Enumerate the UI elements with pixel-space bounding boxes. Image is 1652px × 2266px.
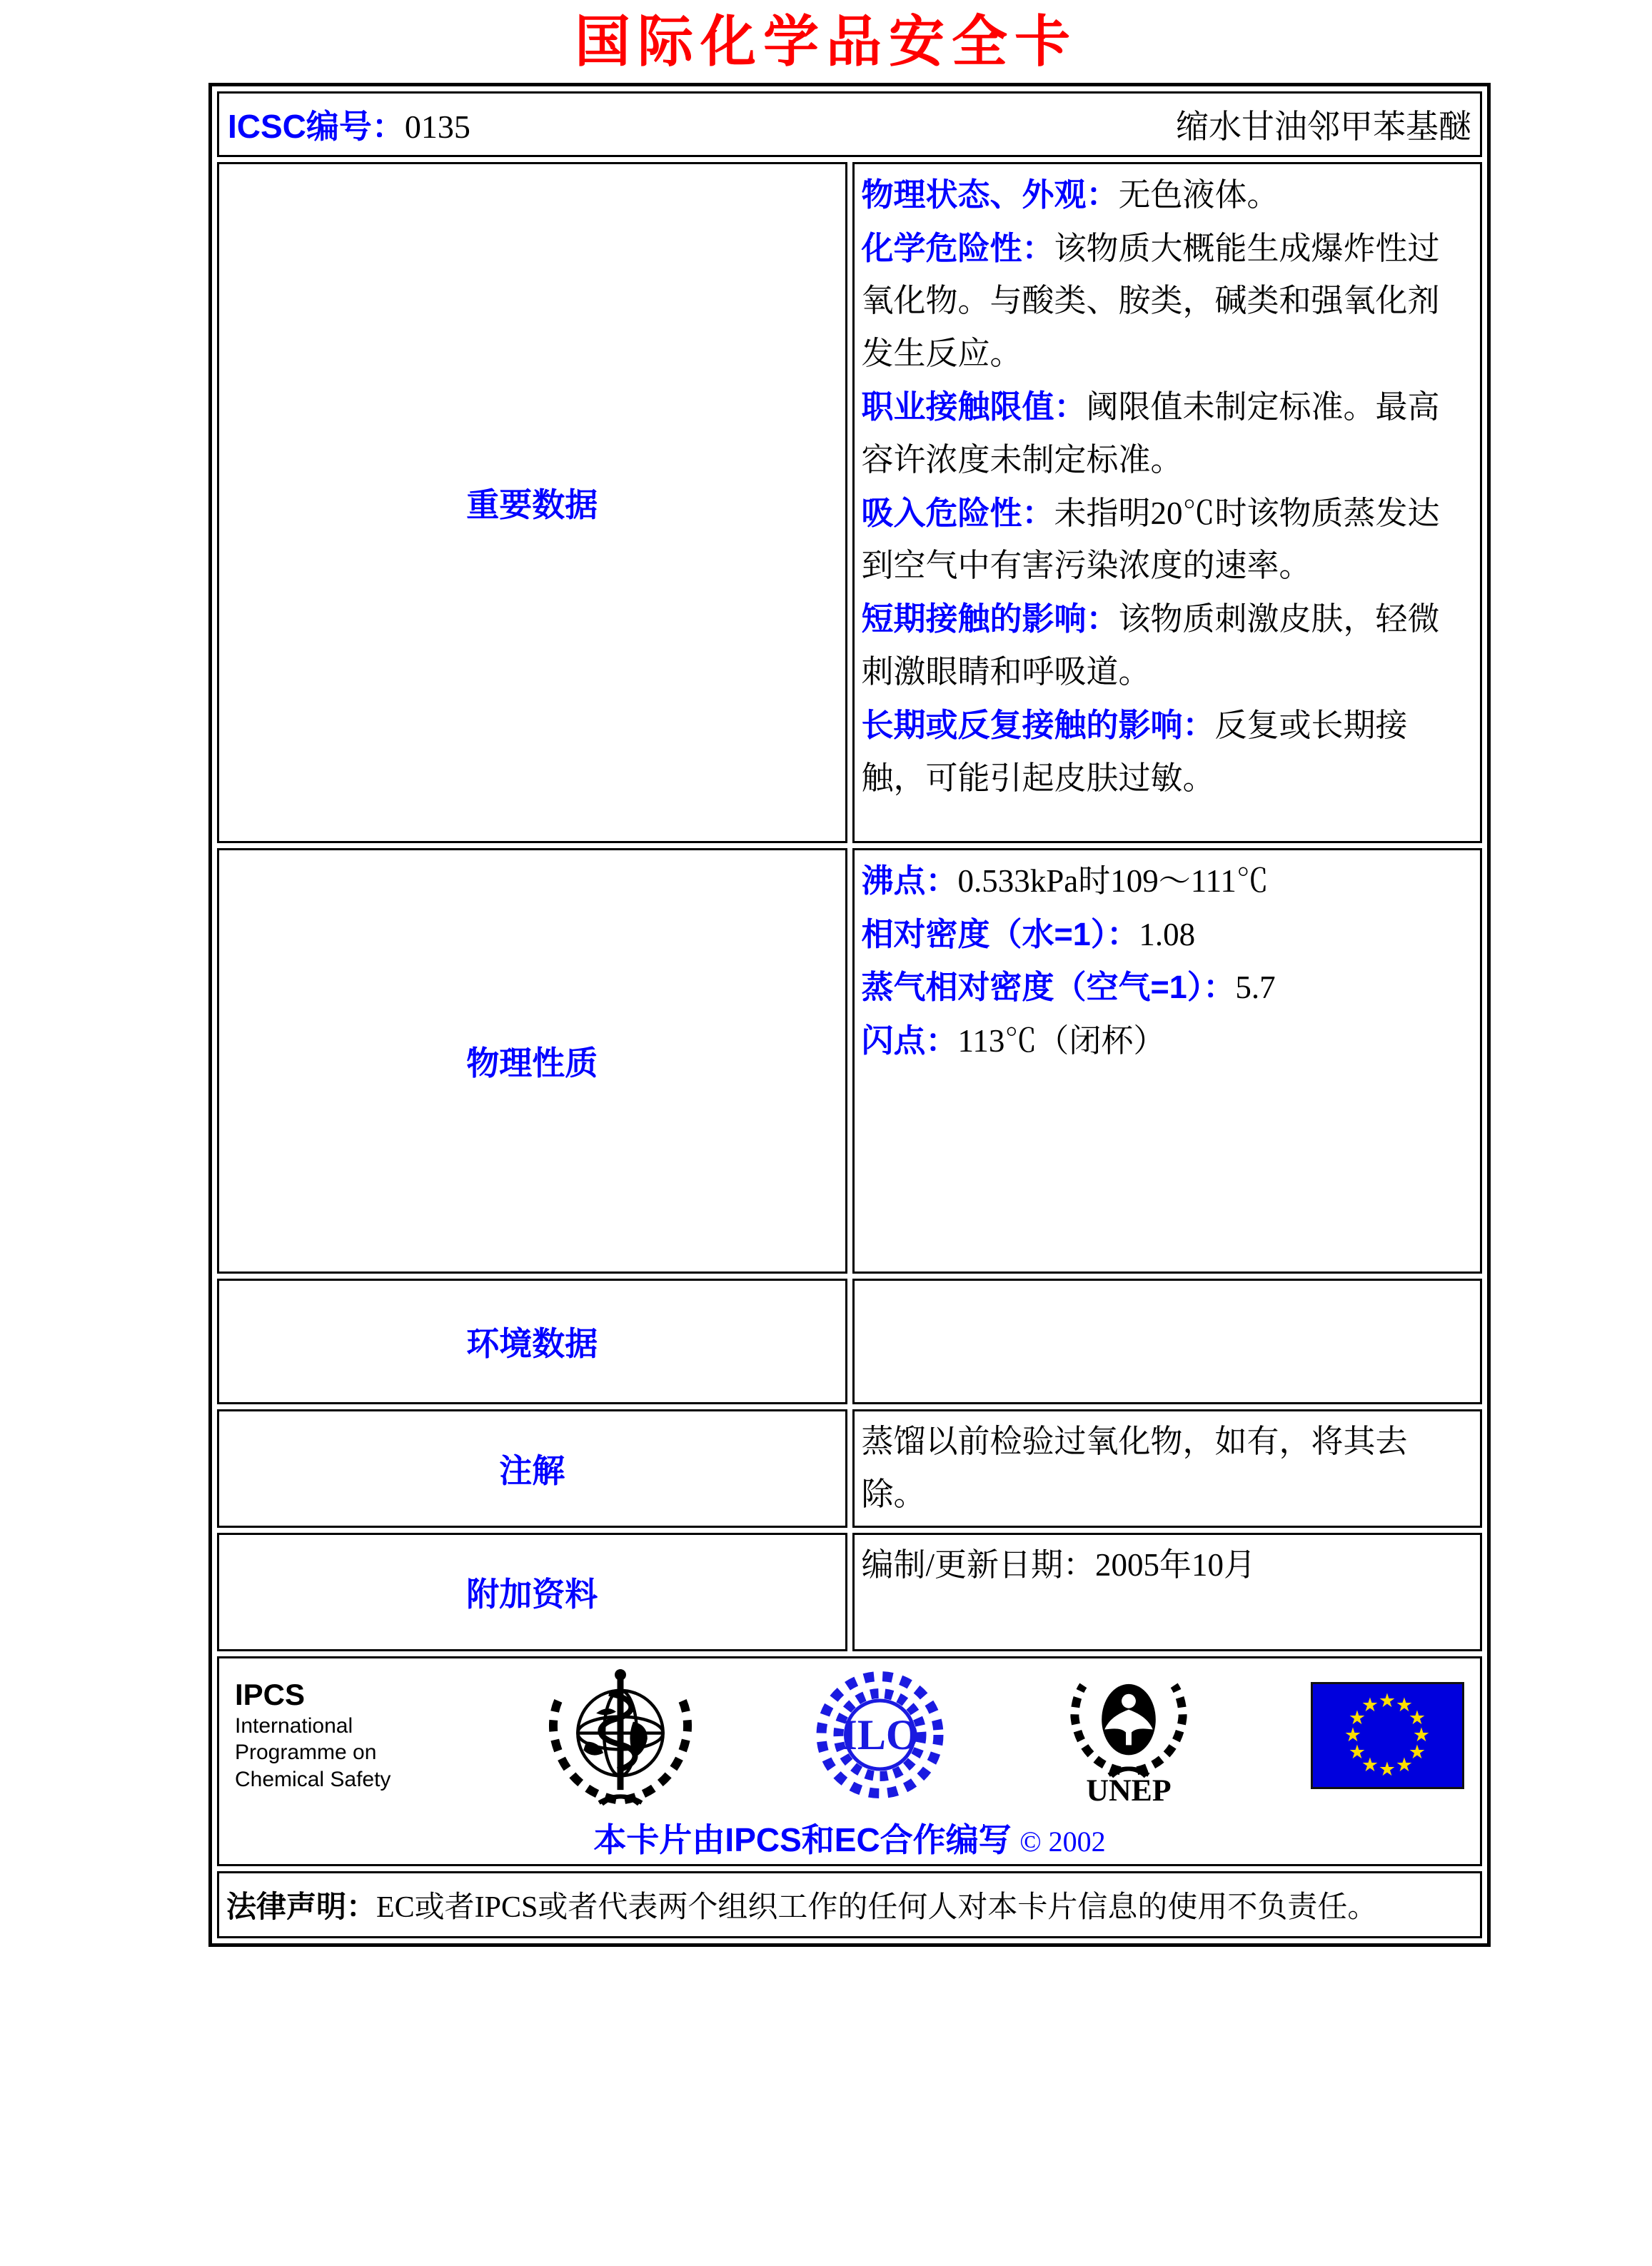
svg-text:★: ★	[1361, 1753, 1379, 1776]
ipcs-line: Chemical Safety	[235, 1767, 391, 1791]
svg-text:★: ★	[1378, 1689, 1396, 1712]
svg-text:★: ★	[1348, 1706, 1366, 1729]
item-text: 反复或长期接触，可能引起皮肤过敏。	[861, 707, 1408, 796]
legal-row	[217, 1871, 1482, 1938]
item-label: 沸点：	[861, 862, 958, 899]
svg-text:★: ★	[1412, 1723, 1431, 1746]
svg-text:★: ★	[1408, 1706, 1426, 1729]
item-text: 0.533kPa时109～111℃	[957, 862, 1269, 899]
additional-info-row	[217, 1533, 1482, 1651]
section-label-notes: 注解	[217, 1409, 847, 1528]
important-data-item	[862, 381, 1471, 487]
unep-logo-icon	[1057, 1666, 1200, 1805]
icsc-card-table	[208, 83, 1491, 1947]
svg-text:★: ★	[1395, 1693, 1414, 1716]
item-label: 吸入危险性：	[861, 494, 1054, 531]
cooperation-caption-text: 本卡片由IPCS和EC合作编写	[593, 1821, 1012, 1858]
additional-info-text: 编制/更新日期：2005年10月	[861, 1546, 1256, 1583]
item-text: 113℃（闭杯）	[957, 1023, 1166, 1059]
important-data-item	[862, 222, 1471, 381]
svg-text:★: ★	[1361, 1693, 1379, 1716]
ipcs-acronym: IPCS	[235, 1678, 306, 1712]
environmental-data-content	[852, 1279, 1483, 1404]
header-cell	[217, 91, 1482, 157]
ilo-letters: ILO	[840, 1711, 920, 1758]
notes-text: 蒸馏以前检验过氧化物，如有，将其去除。	[861, 1423, 1408, 1512]
item-label: 化学危险性：	[861, 229, 1054, 266]
important-data-item	[862, 699, 1471, 805]
who-logo-icon	[539, 1662, 703, 1808]
important-data-item	[862, 593, 1471, 699]
svg-text:★: ★	[1378, 1758, 1396, 1781]
logos-row	[217, 1656, 1482, 1866]
header-line	[228, 101, 1471, 148]
item-label: 蒸气相对密度（空气=1）：	[861, 969, 1236, 1006]
page-title: 国际化学品安全卡	[574, 11, 1077, 73]
physical-property-item	[862, 908, 1471, 962]
legal-cell	[217, 1871, 1482, 1938]
item-text: 阈限值未制定标准。最高容许浓度未制定标准。	[861, 388, 1440, 478]
additional-info-content	[852, 1533, 1483, 1651]
svg-text:★: ★	[1395, 1753, 1414, 1776]
physical-properties-row	[217, 848, 1482, 1274]
important-data-content	[852, 162, 1483, 843]
section-label-important-data: 重要数据	[217, 162, 847, 843]
icsc-number-label: ICSC编号：	[228, 107, 405, 145]
unep-caption: UNEP	[1085, 1773, 1172, 1806]
notes-content	[852, 1409, 1483, 1528]
logos-strip	[235, 1664, 1464, 1807]
svg-text:★: ★	[1348, 1741, 1366, 1763]
header-row	[217, 91, 1482, 157]
ilo-logo-icon	[814, 1668, 946, 1803]
important-data-item	[862, 487, 1471, 593]
environmental-data-row	[217, 1279, 1482, 1404]
section-label-environmental-data: 环境数据	[217, 1279, 847, 1404]
legal-text: EC或者IPCS或者代表两个组织工作的任何人对本卡片信息的使用不负责任。	[376, 1890, 1378, 1924]
physical-property-item	[862, 1014, 1471, 1068]
section-label-additional-info: 附加资料	[217, 1533, 847, 1651]
item-text: 1.08	[1139, 916, 1196, 952]
item-text: 未指明20℃时该物质蒸发达到空气中有害污染浓度的速率。	[861, 495, 1440, 584]
eu-flag-icon	[1311, 1682, 1464, 1789]
ipcs-line: Programme on	[235, 1741, 377, 1765]
icsc-number-value: 0135	[404, 108, 470, 145]
svg-text:★: ★	[1408, 1741, 1426, 1763]
svg-text:★: ★	[1344, 1723, 1362, 1746]
item-label: 长期或反复接触的影响：	[861, 706, 1215, 743]
physical-properties-content	[852, 848, 1483, 1274]
ipcs-line: International	[235, 1713, 353, 1738]
important-data-row	[217, 162, 1482, 843]
item-text: 5.7	[1235, 970, 1276, 1006]
item-text: 该物质刺激皮肤，轻微刺激眼睛和呼吸道。	[861, 601, 1440, 690]
physical-property-item	[862, 855, 1471, 908]
ipcs-text-block	[235, 1678, 428, 1793]
item-text: 该物质大概能生成爆炸性过氧化物。与酸类、胺类，碱类和强氧化剂发生反应。	[861, 230, 1440, 372]
section-label-physical-properties: 物理性质	[217, 848, 847, 1274]
item-label: 物理状态、外观：	[861, 176, 1119, 213]
item-label: 相对密度（水=1）：	[861, 915, 1139, 952]
icsc-number-group	[228, 101, 470, 148]
notes-row	[217, 1409, 1482, 1528]
chemical-name: 缩水甘油邻甲苯基醚	[1176, 108, 1471, 145]
item-label: 短期接触的影响：	[861, 600, 1119, 638]
logos-cell	[217, 1656, 1482, 1866]
item-label: 职业接触限值：	[861, 388, 1087, 425]
copyright-text: © 2002	[1019, 1825, 1106, 1858]
cooperation-caption	[235, 1814, 1464, 1861]
important-data-item	[862, 168, 1471, 222]
physical-property-item	[862, 961, 1471, 1014]
item-text: 无色液体。	[1118, 176, 1279, 213]
unep-logo-block	[1057, 1666, 1200, 1805]
item-label: 闪点：	[861, 1022, 958, 1059]
legal-label: 法律声明：	[226, 1889, 377, 1923]
